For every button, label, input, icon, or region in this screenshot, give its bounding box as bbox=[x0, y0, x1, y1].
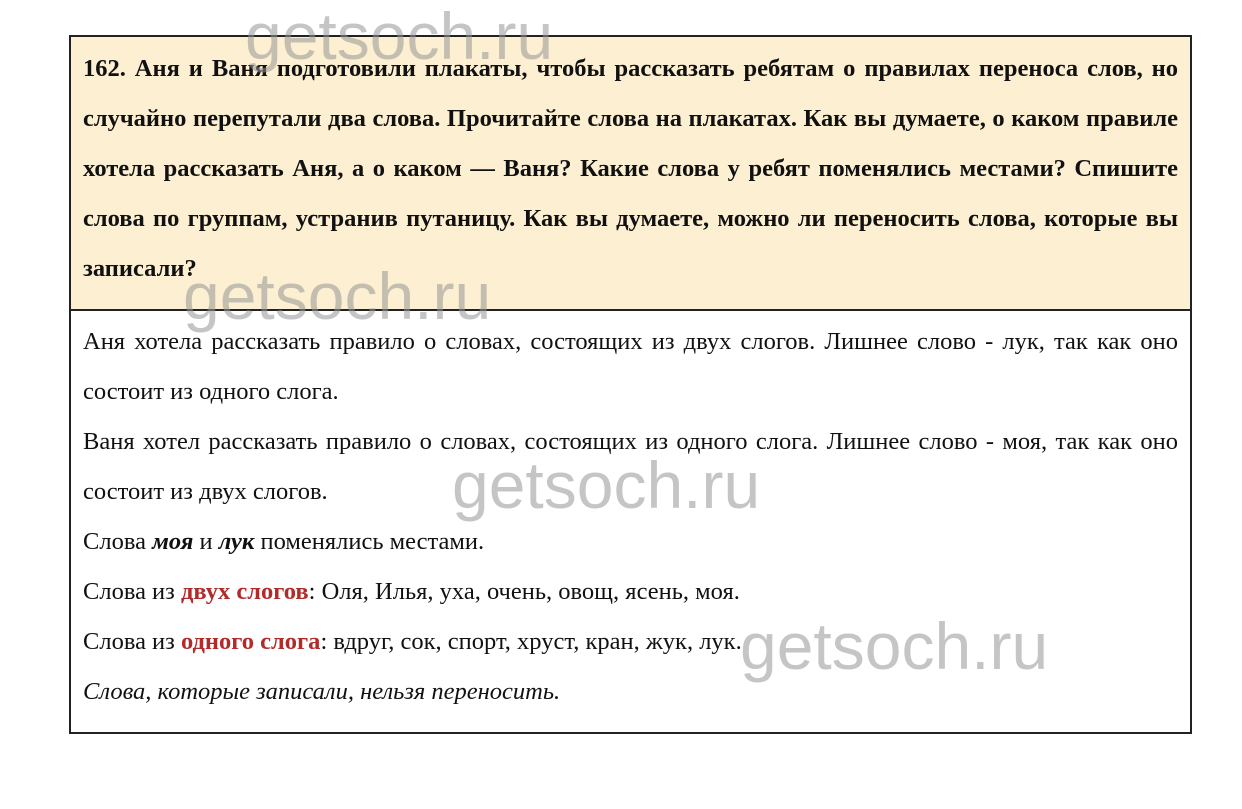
watermark: getsoch.ru bbox=[183, 259, 492, 333]
two-syllables-prefix: Слова из bbox=[83, 578, 181, 605]
answer-paragraph-conclusion bbox=[83, 667, 1178, 717]
answer-paragraph-two-syllables bbox=[83, 567, 1178, 617]
task-section bbox=[71, 37, 1190, 311]
answer-paragraph-anya: Аня хотела рассказать правило о словах, состоящих из двух слогов. Лишнее слово - лук, так как оно состоит из одного слога. bbox=[83, 328, 1178, 405]
answer-section bbox=[71, 311, 1190, 717]
one-syllable-highlight: одного слога bbox=[180, 628, 321, 655]
answer-paragraph-swapped bbox=[83, 517, 1178, 567]
swapped-suffix: поменялись местами. bbox=[254, 528, 485, 555]
swapped-word-1: моя bbox=[152, 528, 194, 555]
swapped-mid: и bbox=[193, 528, 219, 555]
watermark: getsoch.ru bbox=[740, 609, 1049, 683]
conclusion-text: Слова, которые записали, нельзя переносить. bbox=[83, 678, 561, 705]
watermark: getsoch.ru bbox=[452, 448, 761, 522]
answer-paragraph-one-syllable bbox=[83, 617, 1178, 667]
task-text: 162. Аня и Ваня подготовили плакаты, чтобы рассказать ребятам о правилах переноса слов, но случайно перепутали два слова. Прочитайте слова на плакатах. Как вы думаете, о каком правиле хотела рассказать Аня, а о каком — Ваня? Какие слова у ребят поменялись местами? Спишите слова по группам, устранив путаницу. Как вы думаете, можно ли переносить слова, которые вы записали? bbox=[83, 55, 1178, 282]
one-syllable-prefix: Слова из bbox=[83, 628, 181, 655]
swapped-word-2: лук bbox=[218, 528, 255, 555]
exercise-card bbox=[69, 35, 1192, 734]
swapped-prefix: Слова bbox=[83, 528, 153, 555]
two-syllables-list: : Оля, Илья, уха, очень, овощ, ясень, моя. bbox=[308, 578, 740, 605]
one-syllable-list: : вдруг, сок, спорт, хруст, кран, жук, лук. bbox=[320, 628, 742, 655]
answer-paragraph-vanya: Ваня хотел рассказать правило о словах, состоящих из одного слога. Лишнее слово - моя, так как оно состоит из двух слогов. bbox=[83, 428, 1178, 505]
watermark: getsoch.ru bbox=[245, 0, 554, 73]
two-syllables-highlight: двух слогов bbox=[180, 578, 309, 605]
